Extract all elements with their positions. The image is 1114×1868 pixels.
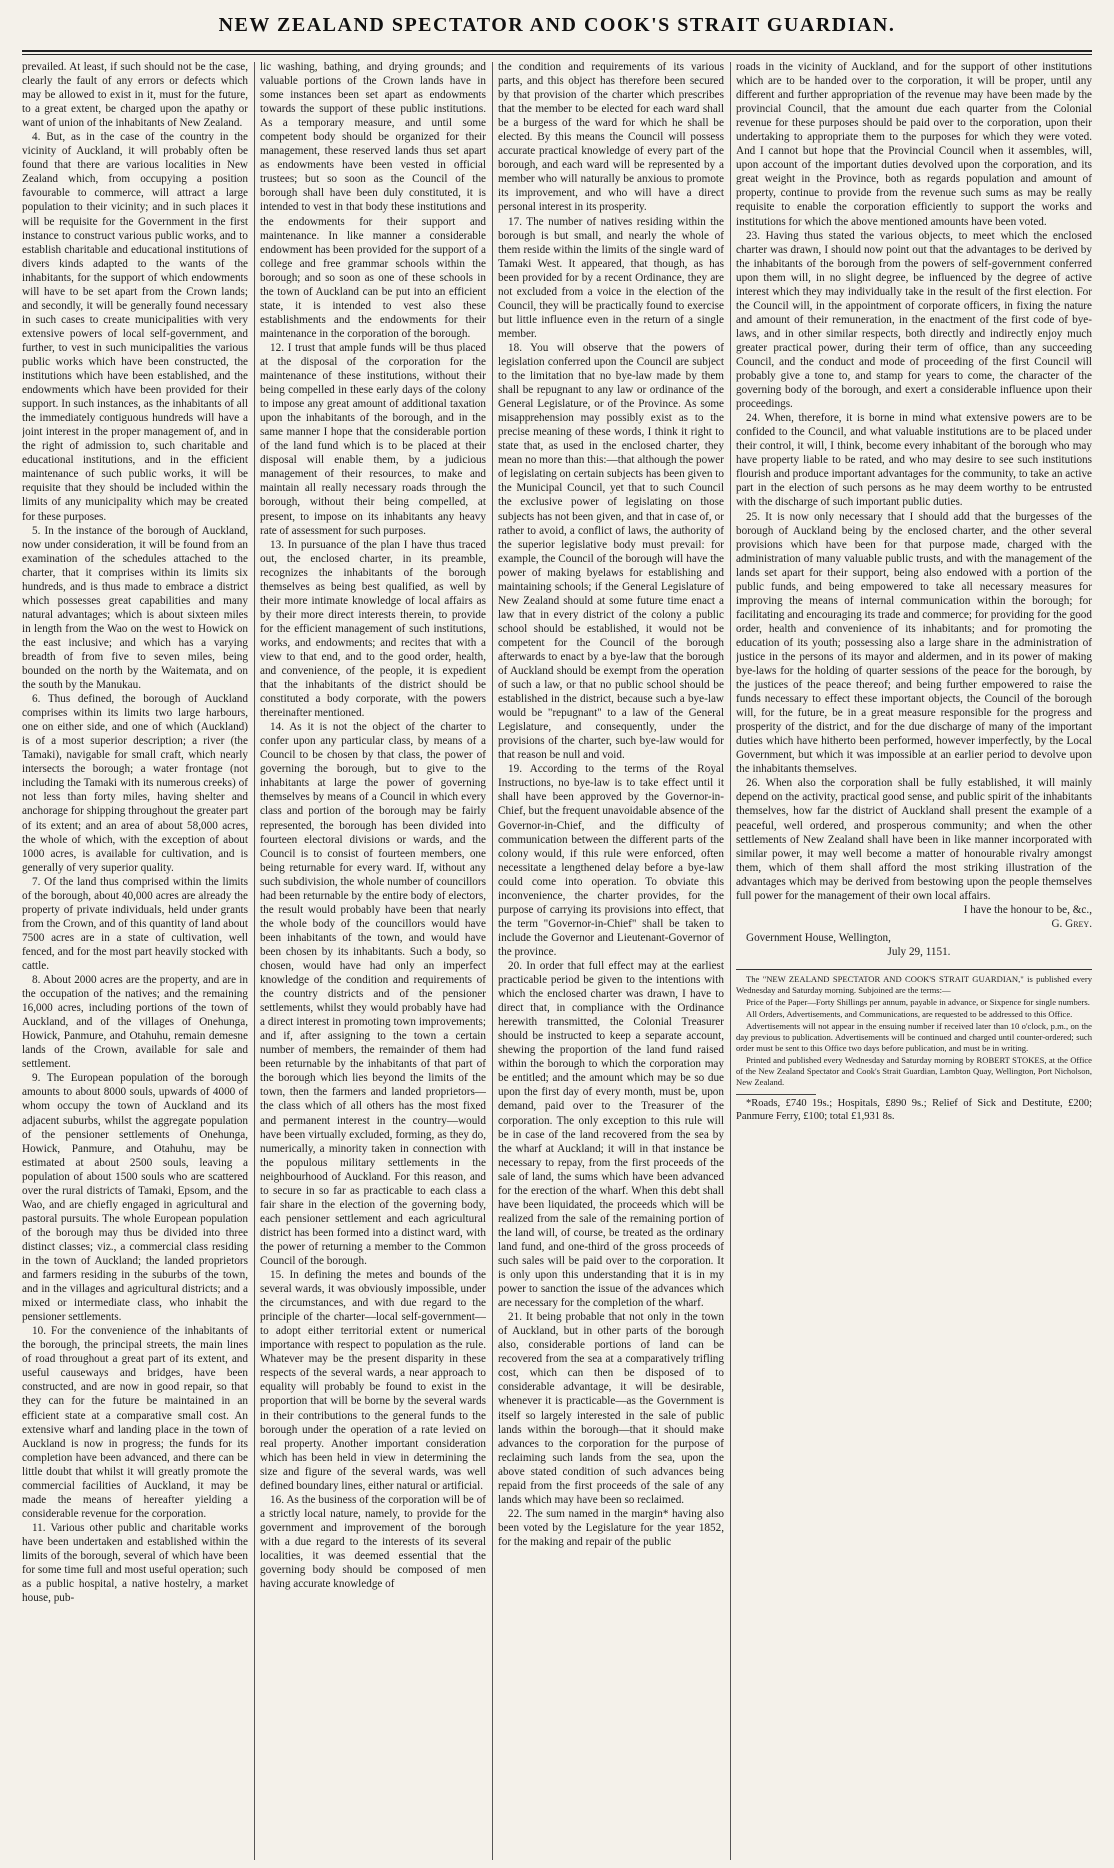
notice-paragraph: Advertisements will not appear in the ensuing number if received later than 10 o'clock, p.m., on the day previous to publication. Advertisements will be continued and charged until counter-ordered; such order must be sent to this Office two days before publication, and must be in writing. <box>736 1021 1092 1053</box>
paragraph: prevailed. At least, if such should not be the case, clearly the fault of any errors or defects which may be allowed to exist in it, must for the future, to a great extent, be charged upon the apathy or want of union of the inhabitants of New Zealand. <box>22 61 248 130</box>
paragraph: 17. The number of natives residing within the borough is but small, and nearly the whole of them reside within the limits of the single ward of Tamaki West. It appeared, that though, as has been provided for by a recent Ordinance, they are not excluded from a voice in the election of the Council, they will be practically found to exercise but little influence even in the return of a single member. <box>498 215 724 340</box>
paragraph: 13. In pursuance of the plan I have thus traced out, the enclosed charter, in its preamble, recognizes the inhabitants of the borough themselves as being best qualified, as well by their more intimate knowledge of local affairs as by their more direct interests therein, to provide for the efficient management of such institutions, works, and endowments; and recites that with a view to that end, and to the good order, health, and convenience, of the people, it is expedient that the inhabitants of the district should be constituted a body corporate, with the powers thereinafter mentioned. <box>260 538 486 720</box>
paragraph: 11. Various other public and charitable works have been undertaken and established within the limits of the borough, several of which have been for some time full and most useful operation; such as a public hospital, a native hostelry, a market house, pub- <box>22 1521 248 1605</box>
paragraph: the condition and requirements of its various parts, and this object has therefore been secured by that provision of the charter which prescribes that the member to be elected for each ward shall be a burgess of the ward for which he shall be elected. By this means the Council will possess accurate practical knowledge of every part of the borough, and each ward will be represented by a member who will naturally be anxious to promote its improvement, and who will have a direct personal interest in its prosperity. <box>498 61 724 214</box>
letter-closing: I have the honour to be, &c., <box>963 903 1092 916</box>
paragraph: 5. In the instance of the borough of Auckland, now under consideration, it will be found from an examination of the schedules attached to the charter, that it comprises within its limits six hundreds, and is thus made to embrace a district which possesses great capabilities and many natural advantages; which is about sixteen miles in length from the Wao on the west to Howick on the east inclusive; and which has a varying breadth of from five to seven miles, being bounded on the north by the Waitemata, and on the south by the Manukau. <box>22 524 248 692</box>
text-column-4 <box>736 60 1092 1860</box>
paragraph: 4. But, as in the case of the country in the vicinity of Auckland, it will probably often be found that there are various localities in New Zealand which, from occupying a position favourable to commerce, will attract a large population to their vicinity; and in such places it will be requisite for the Government in the first instance to construct various public works, and to establish charitable and educational institutions of divers kinds adapted to the wants of the inhabitants, for the support of which endowments will have to be set apart from the Crown lands; and secondly, it will be generally found necessary in such cases to create municipalities with very extensive powers of local self-government, and further, to vest in such municipalities the various public works which have been constructed, the institutions which have been established, and the endowments which have been provided for their support. In such instances, as the inhabitants of all the immediately contiguous hundreds will have a joint interest in the proper management of, and in the right of admission to, such charitable and educational institutions, and in the efficient maintenance of such public works, it will be requisite that they should be included within the limits of any municipality which may be created for these purposes. <box>22 131 248 523</box>
masthead-rule-thin <box>22 54 1092 55</box>
letter-place: Government House, Wellington, <box>746 931 891 944</box>
footnote: *Roads, £740 19s.; Hospitals, £890 9s.; Relief of Sick and Destitute, £200; Panmure Ferry, £100; total £1,931 8s. <box>736 1098 1092 1122</box>
article-body <box>22 60 1092 1860</box>
paragraph: lic washing, bathing, and drying grounds; and valuable portions of the Crown lands have in some instances been set apart as endowments towards the support of these public institutions. As a temporary measure, and until some competent body should be organized for their management, these reserved lands thus set apart as endowments have been vested in official trustees; but so soon as the Council of the borough shall have been duly constituted, it is intended to vest in that body these institutions and the endowments for their support and maintenance. In like manner a considerable endowment has been provided for the support of a college and free grammar schools within the borough; and so soon as one of these schools in the town of Auckland can be put into an efficient state, it is intended to vest also these establishments and the endowments for their maintenance in the corporation of the borough. <box>260 61 486 340</box>
paragraph: 8. About 2000 acres are the property, and are in the occupation of the natives; and the remaining 16,000 acres, including portions of the town of Auckland, and of the villages of Onehunga, Howick, Panmure, and Otahuhu, remain demesne lands of the Crown, available for sale and settlement. <box>22 974 248 1071</box>
paragraph: 6. Thus defined, the borough of Auckland comprises within its limits two large harbours, one on either side, and one of which (Auckland) is of a most superior description; a river (the Tamaki), navigable for small craft, which nearly intersects the borough; a water frontage (not including the Tamaki with its numerous creeks) of not less than forty miles, having shelter and anchorage for shipping throughout the greater part of its extent; and an area of about 58,000 acres, the whole of which, with the exception of about 1000 acres, is available for cultivation, and is generally of very superior quality. <box>22 693 248 874</box>
notice-rule <box>736 969 1092 970</box>
paragraph: 19. According to the terms of the Royal Instructions, no bye-law is to take effect until it shall have been approved by the Governor-in-Chief, but the frequent unavoidable absence of the Governor-in-Chief, and the difficulty of communication between the different parts of the colony would, if this rule were enforced, often necessitate a lengthened delay before a bye-law could come into operation. To obviate this inconvenience, the charter provides, for the purpose of carrying its provisions into effect, that the term "Governor-in-Chief" shall be taken to include the Governor and Lieutenant-Governor of the province. <box>498 763 724 958</box>
signatory-name: G. Grey. <box>1051 917 1092 930</box>
text-column-3 <box>498 60 724 1860</box>
paragraph: 7. Of the land thus comprised within the limits of the borough, about 40,000 acres are already the property of private individuals, held under grants from the Crown, and of this quantity of land about 7500 acres are in a state of cultivation, well fenced, and for the most part heavily stocked with cattle. <box>22 875 248 972</box>
paragraph: 16. As the business of the corporation will be of a strictly local nature, namely, to provide for the government and improvement of the borough with a due regard to the interests of its several localities, it was deemed essential that the governing body should be composed of men having accurate knowledge of <box>260 1493 486 1591</box>
paragraph: 9. The European population of the borough amounts to about 8000 souls, upwards of 4000 of whom occupy the town of Auckland and its adjacent suburbs, whilst the aggregate population of the pensioner settlements of Onehunga, Howick, Panmure, and Otahuhu, may be estimated at about 2500 souls, leaving a population of about 1500 souls who are scattered over the rural districts of Tamaki, Epsom, and the Wao, and are chiefly engaged in agricultural and pastoral pursuits. The whole European population of the borough may thus be divided into three distinct classes; viz., a commercial class residing in the town of Auckland; the landed proprietors and farmers residing in the suburbs of the town, and in the villages and agricultural districts; and a mixed or intermediate class, who inhabit the pensioner settlements. <box>22 1072 248 1324</box>
paragraph: 18. You will observe that the powers of legislation conferred upon the Council are subject to the limitation that no bye-law made by them shall be repugnant to any law or ordinance of the General Legislature, or of the Province. As some misapprehension may possibly exist as to the precise meaning of these words, I think it right to state that, as used in the enclosed charter, they mean no more than this:—that although the power of legislating on certain subjects has been given to the Municipal Council, yet that to such Council the exclusive power of legislating on those subjects has not been given, and that in case of, or rather to avoid, a conflict of laws, the authority of the superior legislative body must prevail: for example, the Council of the borough will have the power of making byelaws for establishing and maintaining schools; if the General Legislature of New Zealand should at some future time enact a law that in every district of the colony a public school should be established, it would not be competent for the Council of the borough afterwards to enact by a bye-law that the borough of Auckland should be exempt from the operation of such a law, or that no public school should be established in the district, because such a bye-law would be "repugnant" to a law of the General Legislature, and consequently, under the provisions of the charter, such bye-law would for that reason be null and void. <box>498 341 724 762</box>
footnote-rule <box>736 1094 816 1095</box>
paragraph: 25. It is now only necessary that I should add that the burgesses of the borough of Auckland being by the enclosed charter, and the other several provisions which have been for that purpose made, charged with the administration of many valuable public trusts, and with the management of the lands set apart for their support, being also endowed with a portion of the public funds, and being empowered to take all necessary measures for improving the means of internal communication within the borough; for facilitating and encouraging its trade and commerce; for providing for the good order, health and convenience of its inhabitants; and for promoting the education of its youth; possessing also a large share in the administration of justice in the persons of its mayor and aldermen, and in its power of making bye-laws for the holding of quarter sessions of the peace for the borough, by the justices of the peace thereof; and being further empowered to raise the funds necessary to effect these important objects, the Council of the borough will, for the future, be in a great measure responsible for the progress and prosperity of the district, and for the due discharge of many of the important duties which have hitherto been performed, however imperfectly, by the Local Government, but which it was impossible at an earlier period to devolve upon the inhabitants themselves. <box>736 510 1092 776</box>
paragraph: 26. When also the corporation shall be fully established, it will mainly depend on the activity, practical good sense, and public spirit of the inhabitants themselves, how far the district of Auckland shall present the example of a peaceful, well ordered, and prosperous community; and when the other settlements of New Zealand shall have been in like manner incorporated with similar power, it may well become a matter of honourable rivalry amongst them, which of them shall afford the most striking illustration of the advantages which may be derived from bestowing upon the people themselves full power for the management of their own local affairs. <box>736 777 1092 902</box>
text-column-2 <box>260 60 486 1860</box>
letter-date: July 29, 1151. <box>887 945 951 958</box>
paragraph: 14. As it is not the object of the charter to confer upon any particular class, by means of a Council to be chosen by that class, the power of governing the borough, but to give to the inhabitants at large the power of governing themselves by means of a Council in which every class and portion of the borough may be fairly represented, the borough has been divided into fourteen electoral divisions or wards, and the Council is to consist of fourteen members, one being returnable for every ward. If, without any such subdivision, the whole number of councillors had been returnable by the entire body of electors, the result would probably have been that nearly the whole body of the councillors would have been inhabitants of the town, and would have been chosen by its inhabitants. Such a body, so chosen, would have had only an imperfect knowledge of the condition and requirements of the country districts and of the pensioner settlements, whilst they would probably have had a direct interest in promoting town improvements; and if, after assigning to the town a certain number of members, the remainder of them had been returnable by the inhabitants of that part of the borough which lies beyond the limits of the town, then the farmers and landed proprietors—the class which of all others has the most fixed and permanent interest in the country—would have been virtually excluded, forming, as they do, numerically, a minority taken in connection with the populous military settlements in the neighbourhood of Auckland. For this reason, and to secure in so far as practicable to each class a fair share in the election of the governing body, each pensioner settlement and each agricultural district has been formed into a distinct ward, with the power of returning a member to the Common Council of the borough. <box>260 721 486 1267</box>
paragraph: 20. In order that full effect may at the earliest practicable period be given to the intentions with which the enclosed charter was drawn, I have to direct that, in compliance with the Ordinance herewith transmitted, the Colonial Treasurer should be instructed to keep a separate account, shewing the proportion of the land fund raised within the borough to which the corporation may be entitled; and the amount which may be so due upon the first day of every month, must be, upon demand, paid over to the Treasurer of the corporation. The only exception to this rule will be in case of the land recovered from the sea by the wharf at Auckland; it will in that instance be necessary to repay, from the first proceeds of the sale of land, the sums which have been advanced for the erection of the wharf. When this debt shall have been liquidated, the proceeds which will be realized from the sale of the remaining portion of the land will, of course, be treated as the ordinary land fund, and one-third of the gross proceeds of such sales will be paid over to the corporation. It is only upon this understanding that it is in my power to sanction the issue of the advances which are necessary for the completion of the wharf. <box>498 960 724 1310</box>
masthead-rule <box>22 50 1092 52</box>
column-4-paragraphs <box>736 60 1092 903</box>
publication-notice <box>736 974 1092 1088</box>
notice-paragraph: All Orders, Advertisements, and Communications, are requested to be addressed to this Office. <box>746 1009 1073 1019</box>
paragraph: 15. In defining the metes and bounds of the several wards, it was obviously impossible, under the circumstances, and with due regard to the principle of the charter—local self-government—to adopt either territorial extent or numerical importance with respect to population as the rule. Whatever may be the present disparity in these respects of the several wards, a near approach to equality will probably be found to exist in the proportion that will be borne by the several wards in their contributions to the general funds to the borough under the operation of a rate levied on real property. Another important consideration which has been held in view in determining the size and figure of the several wards, was well defined boundary lines, either natural or artificial. <box>260 1269 486 1492</box>
paragraph: 10. For the convenience of the inhabitants of the borough, the principal streets, the main lines of road throughout a great part of its extent, and useful causeways and bridges, have been constructed, and are now in good repair, so that they can for the future be maintained in an efficient state at a comparative small cost. An extensive wharf and landing place in the town of Auckland is now in progress; the funds for its completion have been advanced, and there can be little doubt that whilst it will greatly promote the commercial facilities of Auckland, it may be made the means of hereafter yielding a considerable revenue for the corporation. <box>22 1325 248 1520</box>
paragraph: roads in the vicinity of Auckland, and for the support of other institutions which are to be handed over to the corporation, it will be proper, until any different and further appropriation of the revenue may have been made by the provincial Council, that the amount due each quarter from the Colonial revenue for these purposes should be paid over to the corporation, upon their undertaking to appropriate them to the purposes for which they were voted. And I cannot but hope that the Provincial Council when it assembles, will, upon account of the important duties devolved upon the corporation, and its great weight in the Province, both as regards population and amount of property, continue to provide from the revenue such sums as may be really requisite to enable the corporation efficiently to support the works and institutions for which the above mentioned amounts have been voted. <box>736 61 1092 228</box>
paragraph: 23. Having thus stated the various objects, to meet which the enclosed charter was drawn, I should now point out that the advantages to be derived by the inhabitants of the borough from the powers of self-government conferred upon them will, in no slight degree, be influenced by the degree of active interest which they may individually take in the result of the first election. For the Council will, in the appointment of corporate officers, in fixing the nature and amount of their remuneration, in the enactment of the first code of bye-laws, and in other similar respects, both directly and indirectly enjoy much greater practical power, during their term of office, than any succeeding Council, and the conduct and mode of proceeding of the first Council will probably give a tone to, and stamp for years to come, the character of the governing body of the borough, and exert a considerable influence upon their proceedings. <box>736 229 1092 411</box>
notice-paragraph: The "NEW ZEALAND SPECTATOR AND COOK'S STRAIT GUARDIAN," is published every Wednesday and Saturday morning. Subjoined are the terms:— <box>736 974 1092 995</box>
paragraph: 22. The sum named in the margin* having also been voted by the Legislature for the year 1852, for the making and repair of the public <box>498 1507 724 1548</box>
paragraph: 21. It being probable that not only in the town of Auckland, but in other parts of the borough also, considerable portions of land can be recovered from the sea at a comparatively trifling cost, which can then be disposed of to considerable advantage, it will be desirable, whenever it is practicable—as the Government is itself so largely interested in the sale of public lands within the borough—that it should make advances to the corporation for the purpose of reclaiming such lands from the sea, upon the above stated condition of such advances being repaid from the first proceeds of the sale of any lands which may have been so reclaimed. <box>498 1311 724 1506</box>
paragraph: 12. I trust that ample funds will be thus placed at the disposal of the corporation for the maintenance of these institutions, without their being compelled in these early days of the colony to impose any great amount of additional taxation upon the inhabitants of the borough, and in the same manner I hope that the considerable portion of the land fund which is to be placed at their disposal will enable them, by a judicious management of their resources, to make and maintain all really necessary roads through the borough, without their being compelled, at present, to impose on its inhabitants any heavy rate of assessment for such purposes. <box>260 341 486 537</box>
paragraph: 24. When, therefore, it is borne in mind what extensive powers are to be confided to the Council, and what valuable institutions are to be placed under their control, it will, I think, become every inhabitant of the borough who may have property liable to be rated, and who may desire to see such institutions flourish and produce important advantages for the community, to take an active part in the election of such persons as he may deem worthy to be entrusted with the discharge of such important public duties. <box>736 412 1092 509</box>
notice-paragraph: Price of the Paper—Forty Shillings per annum, payable in advance, or Sixpence for single numbers. <box>746 997 1090 1007</box>
notice-paragraph: Printed and published every Wednesday and Saturday morning by ROBERT STOKES, at the Office of the New Zealand Spectator and Cook's Strait Guardian, Lambton Quay, Wellington, Port Nicholson, New Zealand. <box>736 1055 1092 1087</box>
masthead-title: NEW ZEALAND SPECTATOR AND COOK'S STRAIT GUARDIAN. <box>218 14 896 36</box>
text-column-1 <box>22 60 248 1860</box>
